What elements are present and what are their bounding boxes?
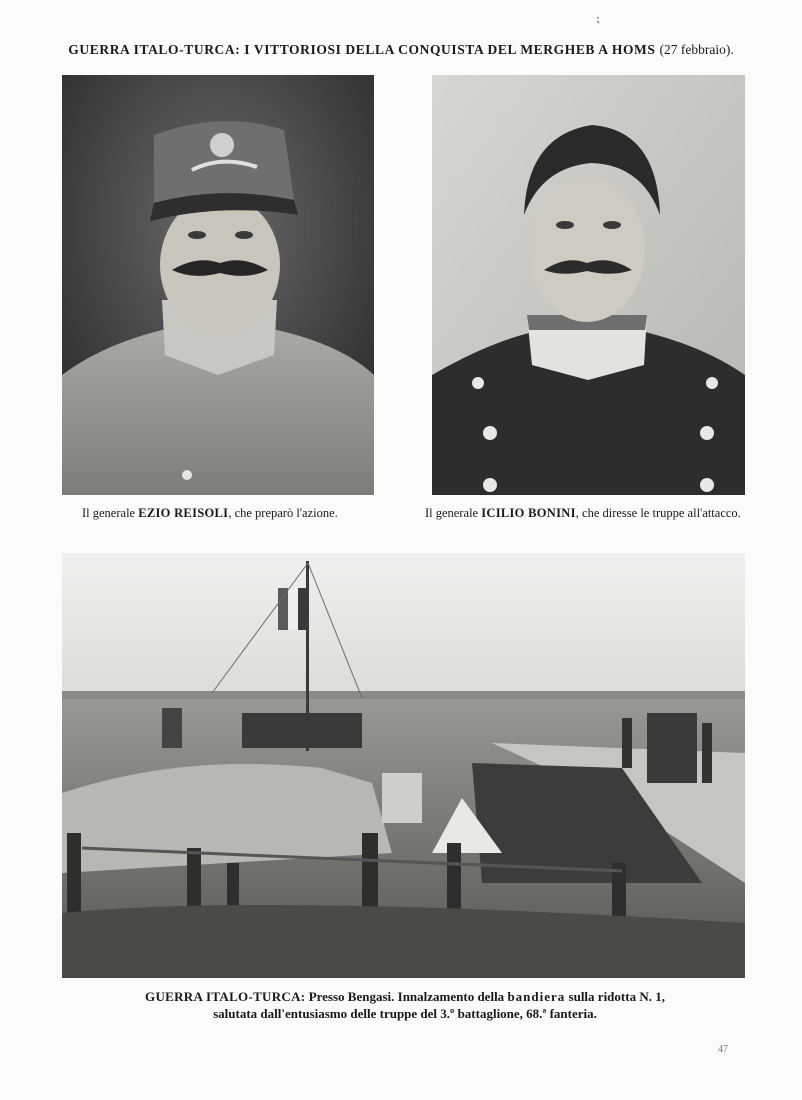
- portrait-reisoli-image: [62, 75, 374, 495]
- scene-caption-line-1: [60, 988, 750, 1005]
- caption-suffix: , che diresse le truppe all'attacco.: [575, 506, 741, 520]
- portrait-photo-bonini: [432, 75, 745, 495]
- portrait-caption-reisoli: [82, 506, 338, 521]
- scene-caption-lead: GUERRA ITALO-TURCA:: [145, 989, 306, 1004]
- caption-prefix: Il generale: [82, 506, 136, 520]
- scene-caption: [60, 988, 750, 1022]
- scene-caption-line-2: salutata dall'entusiasmo delle truppe del 3.º battaglione, 68.ª fanteria.: [213, 1006, 597, 1021]
- caption-name: ICILIO BONINI: [481, 506, 576, 520]
- scene-caption-text-b: sulla ridotta N. 1,: [565, 989, 665, 1004]
- scene-photo-flag-raising: [62, 553, 745, 978]
- page-headline: [0, 42, 802, 58]
- flag-raising-image: [62, 553, 745, 978]
- scene-caption-emphasis: bandiera: [507, 989, 566, 1004]
- page-number: 47: [718, 1044, 728, 1055]
- portrait-photo-reisoli: [62, 75, 374, 495]
- scene-caption-text-a: Presso Bengasi. Innalzamento della: [305, 989, 508, 1004]
- headline-date: (27 febbraio).: [659, 42, 734, 57]
- portrait-caption-bonini: [425, 506, 741, 521]
- headline-text: GUERRA ITALO-TURCA: I VITTORIOSI DELLA CONQUISTA DEL MERGHEB A HOMS: [68, 42, 656, 57]
- print-mark: ⁏: [596, 12, 600, 25]
- caption-prefix: Il generale: [425, 506, 479, 520]
- caption-suffix: , che preparò l'azione.: [228, 506, 338, 520]
- portrait-bonini-image: [432, 75, 745, 495]
- caption-name: EZIO REISOLI: [138, 506, 229, 520]
